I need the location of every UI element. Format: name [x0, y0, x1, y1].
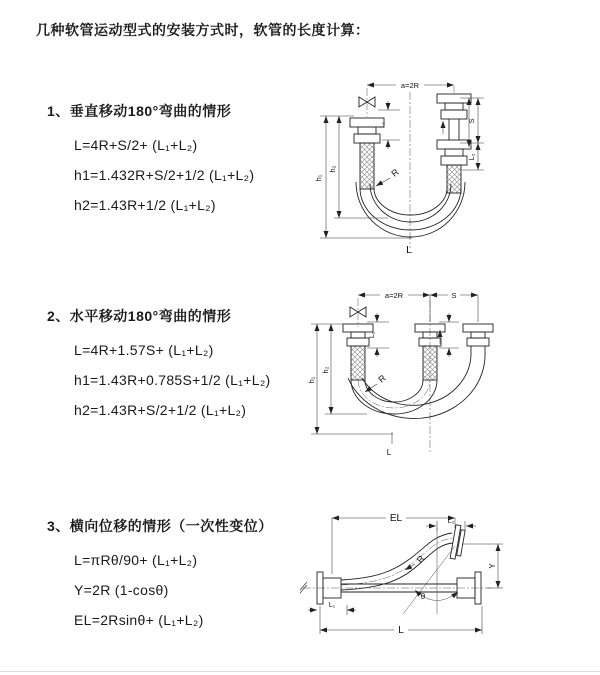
- dim-label-s: S: [467, 118, 476, 124]
- left-braid-hose: [360, 143, 374, 189]
- length-label: L: [406, 244, 412, 256]
- dim-label-l2: L₂: [447, 518, 455, 525]
- upper-right-flange: [450, 525, 466, 560]
- section-2-heading: 2、水平移动180°弯曲的情形: [47, 308, 232, 324]
- formula-l: L=4R+1.57S+ (L₁+L₂): [74, 342, 214, 358]
- radius-leader: [376, 178, 390, 186]
- formula-h2: h2=1.43R+1/2 (L₁+L₂): [74, 197, 216, 213]
- formula-l: L=πRθ/90+ (L₁+L₂): [74, 552, 198, 568]
- left-flange: [350, 118, 384, 143]
- right-lower-flange: [437, 140, 471, 165]
- diagram-horizontal-180-bend: [305, 282, 600, 470]
- radius-label: R: [376, 372, 388, 385]
- dim-label-l1: L₁: [379, 121, 386, 129]
- section-1: [47, 100, 254, 220]
- dimension-lines: [320, 85, 484, 238]
- dimension-lines: [311, 295, 478, 444]
- diagram-vertical-180-bend: [312, 72, 592, 260]
- displaced-s-hose: [341, 533, 453, 590]
- radius-label: R: [389, 166, 401, 179]
- dim-label-h1: h₁: [314, 174, 323, 182]
- page-title: 几种软管运动型式的安装方式时，软管的长度计算：: [36, 22, 370, 38]
- diagram-lateral-displacement: [295, 502, 600, 652]
- dimension-lines: [308, 518, 503, 634]
- right-braid-hose: [447, 165, 461, 193]
- left-braid-hose: [351, 346, 365, 380]
- centerlines: [358, 298, 430, 452]
- angle-label: θ: [420, 592, 426, 601]
- dim-label-el: EL: [389, 513, 403, 524]
- dim-label-h1: h₁: [307, 376, 316, 384]
- dim-label-a2r: a=2R: [400, 81, 420, 90]
- formula-h1: h1=1.432R+S/2+1/2 (L₁+L₂): [74, 167, 255, 183]
- formula-h2: h2=1.43R+S/2+1/2 (L₁+L₂): [74, 402, 247, 418]
- section-1-heading: 1、垂直移动180°弯曲的情形: [47, 103, 232, 119]
- dim-label-a2r: a=2R: [384, 291, 404, 300]
- right-flange: [463, 324, 493, 346]
- hose-u-bend: [348, 352, 485, 419]
- formula-el: EL=2Rsinθ+ (L₁+L₂): [74, 612, 204, 628]
- dim-label-y: Y: [488, 563, 497, 569]
- section-3: [47, 515, 273, 635]
- dim-label-l2: L₂: [469, 153, 476, 161]
- length-label: L: [386, 448, 392, 457]
- dim-label-l1: L₁: [369, 331, 376, 339]
- dim-label-s: S: [451, 291, 457, 300]
- radius-label: R: [414, 553, 427, 565]
- dim-label-h2: h₂: [328, 165, 337, 173]
- formula-y: Y=2R (1-cosθ): [74, 582, 169, 598]
- length-label: L: [398, 625, 404, 636]
- dim-label-h2: h₂: [321, 366, 330, 374]
- page-bottom-border: [0, 671, 600, 672]
- section-2: [47, 305, 271, 425]
- break-mark: [300, 582, 307, 593]
- formula-h1: h1=1.43R+0.785S+1/2 (L₁+L₂): [74, 372, 271, 388]
- middle-braid-hose: [423, 346, 437, 380]
- dim-label-l1: L₁: [328, 602, 336, 609]
- formula-l: L=4R+S/2+ (L₁+L₂): [74, 137, 198, 153]
- section-3-heading: 3、横向位移的情形（一次性变位）: [47, 518, 273, 534]
